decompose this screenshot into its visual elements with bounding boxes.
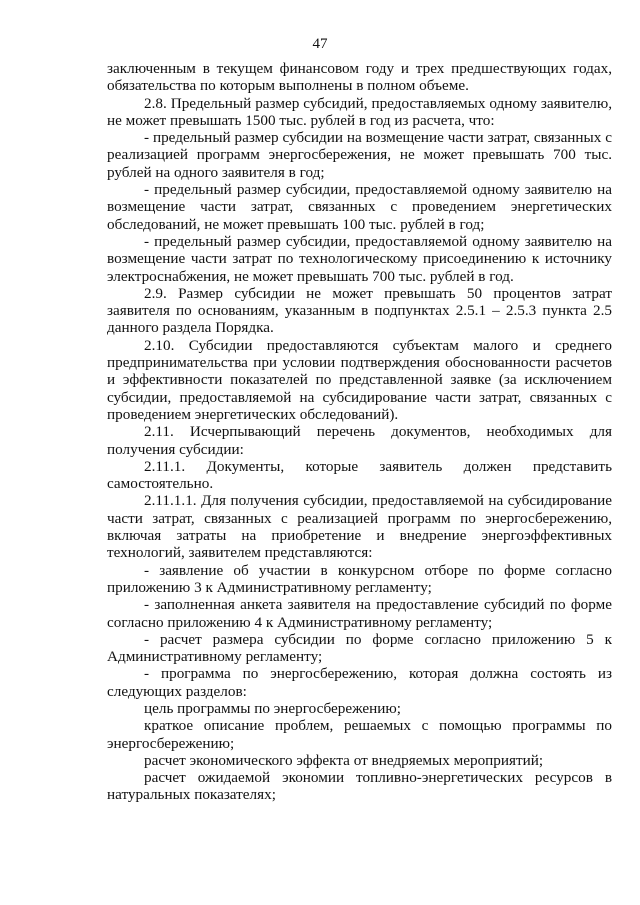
paragraph: 2.11.1. Документы, которые заявитель должен представить самостоятельно. bbox=[107, 457, 612, 493]
paragraph: цель программы по энергосбережению; bbox=[144, 699, 401, 717]
page-number: 47 bbox=[312, 36, 328, 52]
paragraph: расчет экономического эффекта от внедряемых мероприятий; bbox=[144, 751, 544, 769]
paragraph: 2.11. Исчерпывающий перечень документов, необходимых для получения субсидии: bbox=[107, 423, 612, 458]
body-text bbox=[107, 60, 612, 804]
paragraph: - программа по энергосбережению, которая должна состоять из следующих разделов: bbox=[107, 665, 612, 700]
paragraph: 2.11.1.1. Для получения субсидии, предоставляемой на субсидирование части затрат, связанных с реализацией программ по энергосбережению, включая затраты на приобретение и внедрение энергоэффективных технологий, заявителем представляются: bbox=[107, 492, 612, 562]
paragraph: - расчет размера субсидии по форме согласно приложению 5 к Административному регламенту; bbox=[107, 630, 612, 666]
paragraph: расчет ожидаемой экономии топливно-энергетических ресурсов в натуральных показателях; bbox=[107, 769, 612, 804]
paragraph: заключенным в текущем финансовом году и трех предшествующих годах, обязательства по которым выполнены в полном объеме. bbox=[107, 60, 612, 95]
paragraph: - предельный размер субсидии на возмещение части затрат, связанных с реализацией программ энергосбережения, не может превышать 700 тыс. рублей на одного заявителя в год; bbox=[107, 129, 612, 181]
paragraph: - предельный размер субсидии, предоставляемой одному заявителю на возмещение части затрат, связанных с проведением энергетических обследований, не может превышать 100 тыс. рублей в год; bbox=[107, 181, 612, 233]
paragraph: 2.10. Субсидии предоставляются субъектам малого и среднего предпринимательства при условии подтверждения обоснованности расчетов и эффективности показателей по представленной заявке (за исключением субсидии, предоставляемой на субсидирование части затрат, связанных с проведением энергетических обследований). bbox=[107, 336, 612, 423]
paragraph: 2.9. Размер субсидии не может превышать 50 процентов затрат заявителя по основаниям, указанным в подпунктах 2.5.1 – 2.5.3 пункта 2.5 данного раздела Порядка. bbox=[107, 284, 612, 337]
paragraph: краткое описание проблем, решаемых с помощью программы по энергосбережению; bbox=[107, 717, 612, 752]
paragraph: - предельный размер субсидии, предоставляемой одному заявителю на возмещение части затрат по технологическому присоединению к источнику электроснабжения, не может превышать 700 тыс. рублей в год. bbox=[107, 232, 612, 285]
paragraph: - заполненная анкета заявителя на предоставление субсидий по форме согласно приложению 4 к Административному регламенту; bbox=[107, 596, 612, 631]
paragraph: - заявление об участии в конкурсном отборе по форме согласно приложению 3 к Административному регламенту; bbox=[107, 561, 612, 596]
paragraph: 2.8. Предельный размер субсидий, предоставляемых одному заявителю, не может превышать 1500 тыс. рублей в год из расчета, что: bbox=[107, 94, 612, 129]
